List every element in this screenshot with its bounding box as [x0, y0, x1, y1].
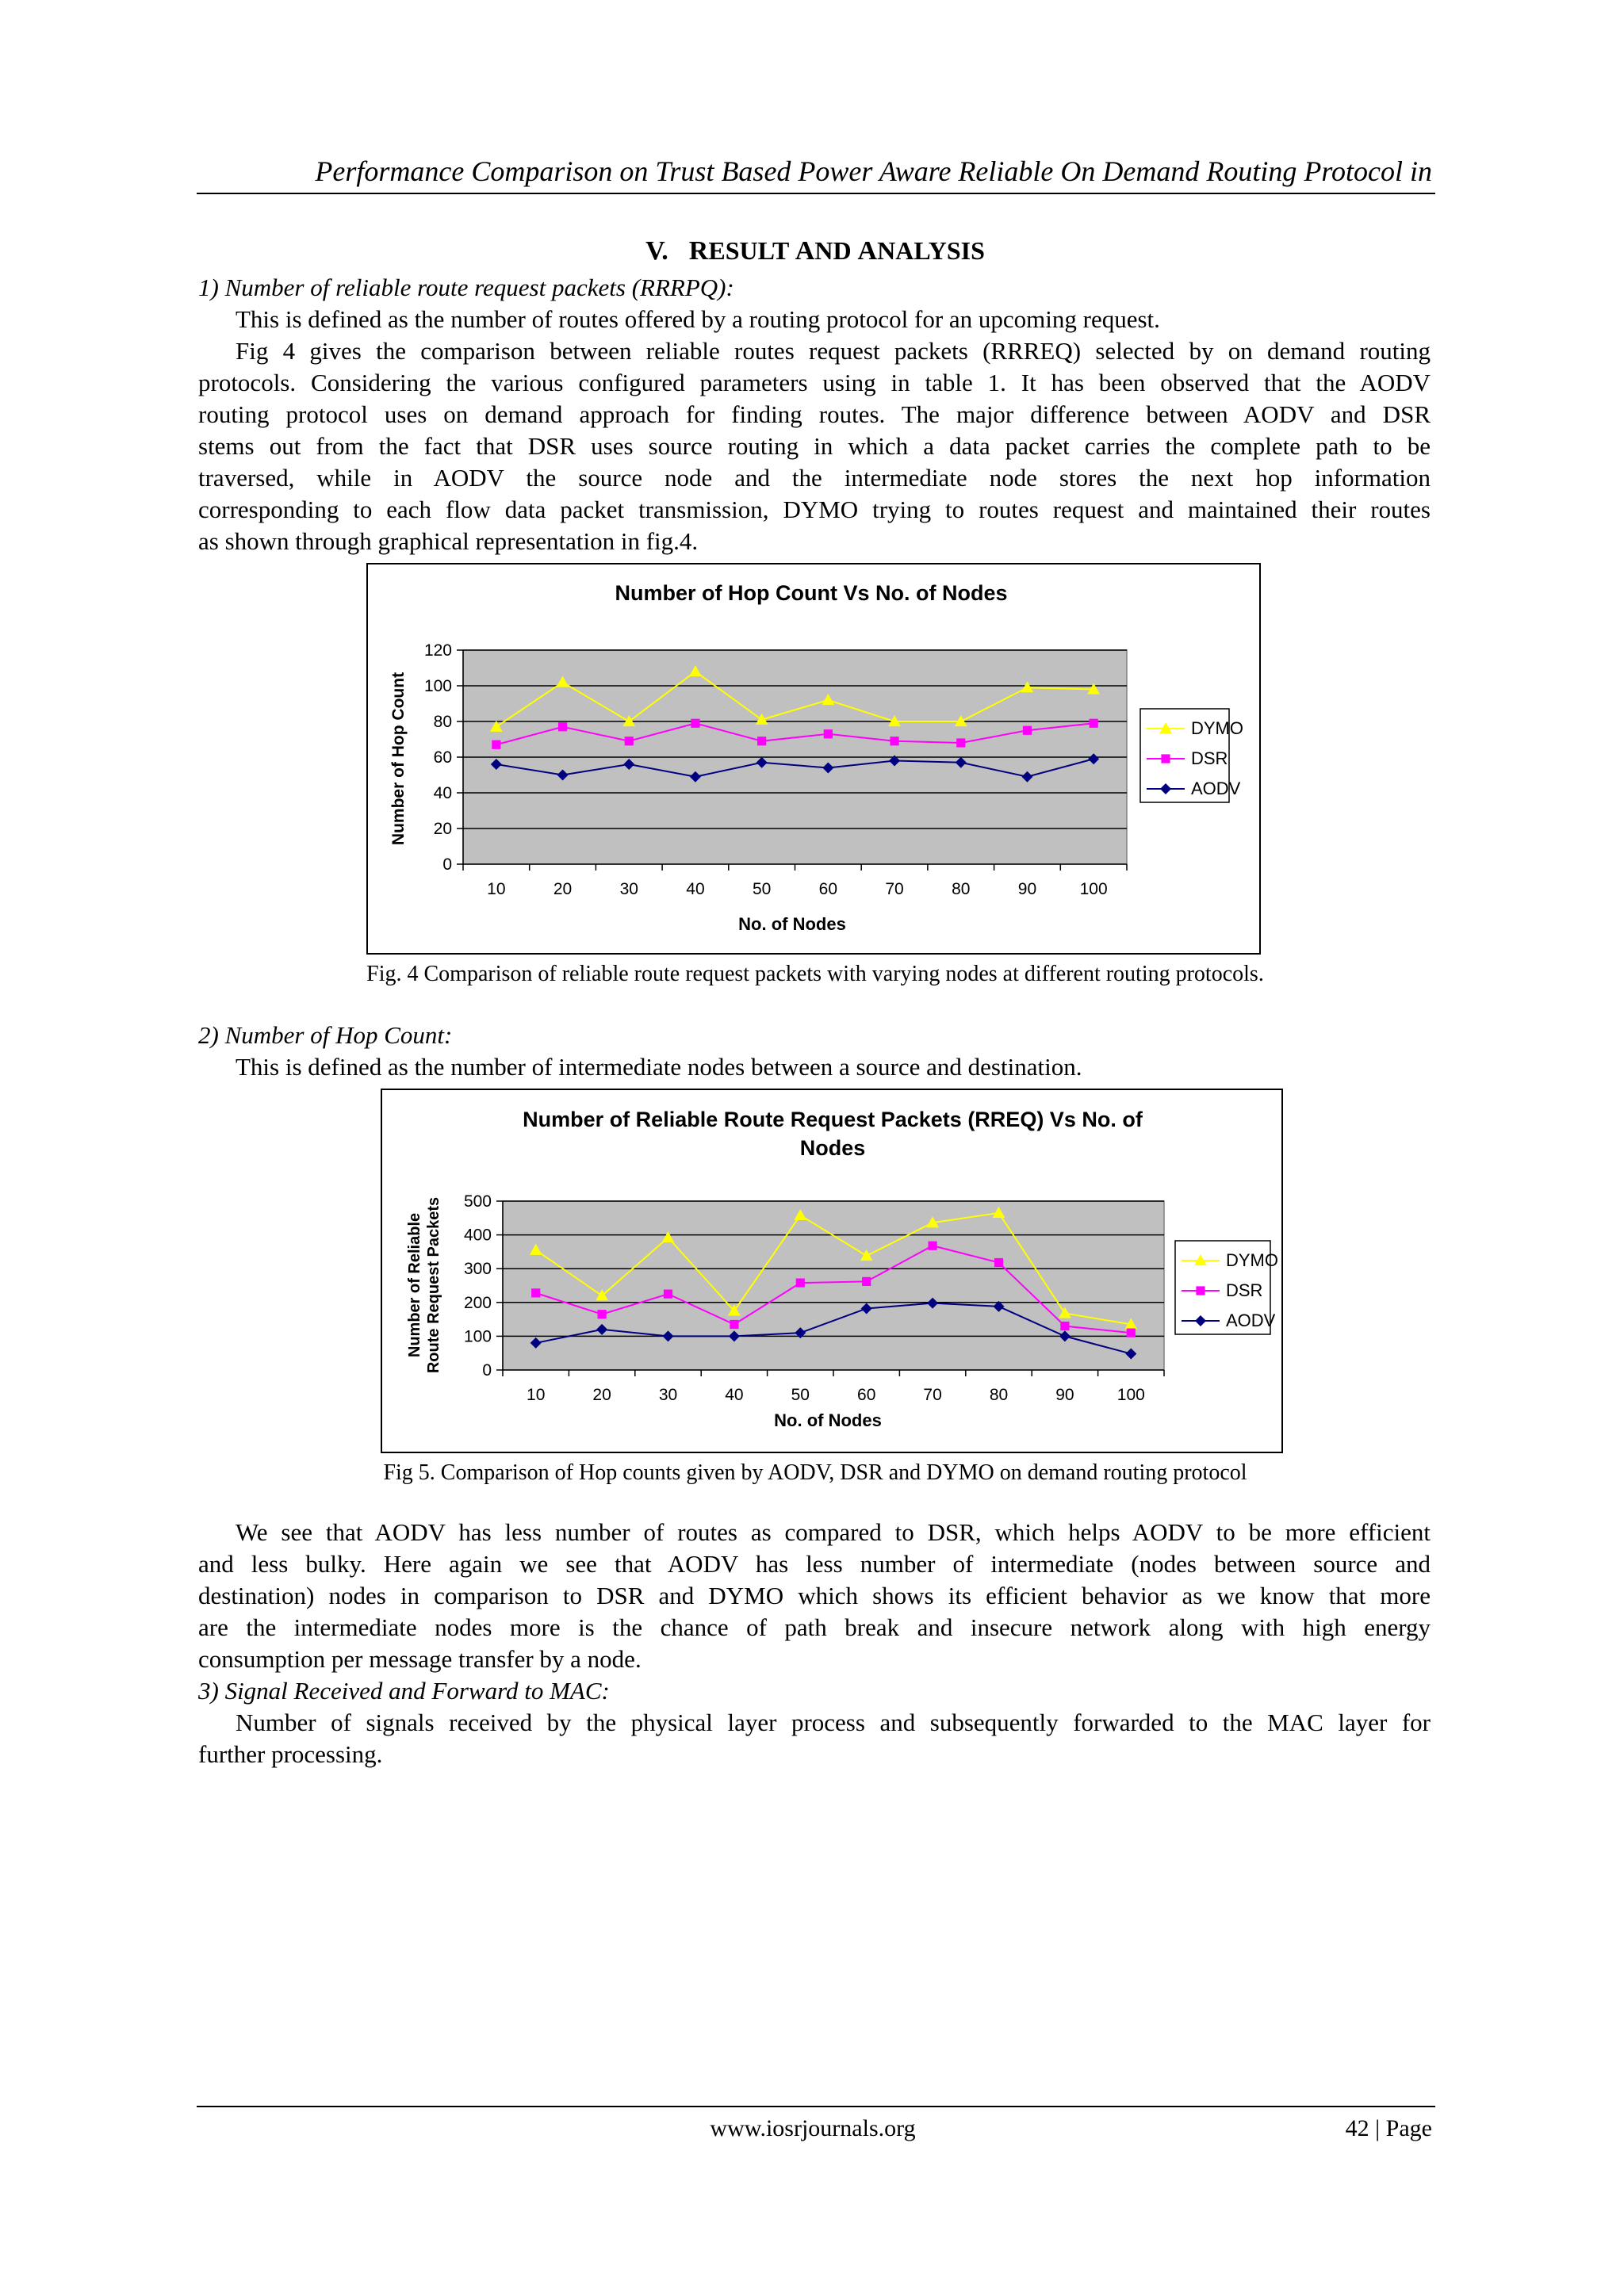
legend-marker-dsr [1196, 1286, 1205, 1295]
y-tick-label: 20 [433, 820, 452, 838]
x-tick-label: 20 [592, 1386, 611, 1404]
x-tick-label: 70 [923, 1386, 942, 1404]
y-axis-label: Number of Hop Count [389, 672, 408, 846]
data-point-dsr [929, 1242, 937, 1250]
data-point-dsr [994, 1258, 1003, 1267]
footer-site: www.iosrjournals.org [710, 2115, 916, 2141]
subsection-2-heading: 2) Number of Hop Count: [198, 1021, 453, 1049]
legend [1175, 1241, 1278, 1334]
paragraph-signal-last-line: further processing. [198, 1740, 383, 1768]
data-point-dsr [664, 1290, 672, 1299]
y-tick-label: 0 [442, 855, 452, 874]
x-tick-label: 60 [857, 1386, 876, 1404]
y-tick-label: 0 [482, 1361, 492, 1380]
y-axis-label-line-2: Route Request Packets [425, 1196, 442, 1374]
paragraph-rrrpq-definition: This is defined as the number of routes offered by a routing protocol for an upcoming request. [236, 305, 1160, 333]
x-tick-label: 90 [1017, 880, 1037, 898]
footer-rule [197, 2106, 1435, 2107]
header-rule [197, 193, 1435, 194]
footer-page-number: 42 | Page [1345, 2115, 1432, 2141]
fig4-caption: Fig. 4 Comparison of reliable route request packets with varying nodes at different routing protocols. [366, 962, 1264, 986]
data-point-dsr [1127, 1329, 1136, 1337]
y-tick-label: 80 [433, 713, 452, 731]
data-point-dsr [956, 738, 965, 747]
subsection-1-heading: 1) Number of reliable route request packets (RRRPQ): [198, 274, 734, 301]
fig5-chart-svg [382, 1090, 1281, 1452]
legend [1140, 709, 1243, 802]
x-tick-label: 10 [487, 880, 506, 898]
data-point-dsr [598, 1310, 607, 1318]
y-tick-label: 500 [463, 1192, 492, 1211]
data-point-dsr [730, 1320, 738, 1329]
x-tick-label: 30 [658, 1386, 678, 1404]
chart-title-line-2: Nodes [799, 1136, 866, 1160]
x-tick-label: 10 [527, 1386, 546, 1404]
y-tick-label: 300 [463, 1260, 492, 1279]
chart-title-line-1: Number of Reliable Route Request Packets (RREQ) Vs No. of [523, 1108, 1143, 1131]
data-point-dsr [531, 1288, 540, 1297]
x-tick-label: 30 [619, 880, 638, 898]
chart-title: Number of Hop Count Vs No. of Nodes [615, 581, 1008, 605]
data-point-dsr [757, 737, 766, 745]
paragraph-analysis-first-line: We see that AODV has less number of routes as compared to DSR, which helps AODV to be more efficient [236, 1518, 1431, 1546]
legend-label-aodv: AODV [1226, 1311, 1276, 1330]
data-point-dsr [1023, 726, 1032, 735]
legend-label-aodv: AODV [1191, 779, 1241, 798]
y-tick-label: 100 [463, 1327, 492, 1346]
section-title: V. RESULT AND ANALYSIS [645, 236, 985, 266]
fig5-chart [381, 1089, 1283, 1453]
fig5-caption: Fig 5. Comparison of Hop counts given by AODV, DSR and DYMO on demand routing protocol [383, 1460, 1247, 1485]
data-point-dsr [1060, 1322, 1069, 1330]
legend-marker-dsr [1161, 754, 1170, 763]
data-point-dsr [625, 737, 634, 745]
x-tick-label: 40 [686, 880, 705, 898]
running-header: Performance Comparison on Trust Based Power Aware Reliable On Demand Routing Protocol in [315, 155, 1432, 187]
x-axis-label: No. of Nodes [738, 914, 846, 934]
data-point-dsr [796, 1278, 805, 1287]
x-tick-label: 50 [752, 880, 772, 898]
data-point-dsr [824, 729, 833, 738]
x-tick-label: 40 [725, 1386, 744, 1404]
data-point-dsr [890, 737, 898, 745]
paragraph-analysis-body: and less bulky. Here again we see that AODV has less number of intermediate (nodes between source and destination) nodes in comparison to DSR and DYMO which shows its efficient behavior as we know that more are the intermediate nodes more is the chance of path break and insecure network along with high energy consumption per message transfer by a node. [198, 1550, 1431, 1673]
x-tick-label: 100 [1116, 1386, 1145, 1404]
data-point-dsr [492, 740, 500, 749]
data-point-dsr [862, 1277, 871, 1286]
y-tick-label: 100 [423, 677, 452, 695]
fig4-chart-svg [368, 564, 1259, 953]
paragraph-fig4-discussion-body: protocols. Considering the various configured parameters using in table 1. It has been observed that the AODV routing protocol uses on demand approach for finding routes. The major difference between AODV and DSR stems out from the fact that DSR uses source routing in which a data packet carries the complete path to be traversed, while in AODV the source node and the intermediate node stores the next hop information corresponding to each flow data packet transmission, DYMO trying to routes request and maintained their routes as shown through graphical representation in fig.4. [198, 369, 1431, 555]
legend-label-dsr: DSR [1191, 748, 1228, 768]
paragraph-hop-count-definition: This is defined as the number of intermediate nodes between a source and destination. [236, 1053, 1082, 1081]
x-tick-label: 70 [885, 880, 904, 898]
y-tick-label: 60 [433, 748, 452, 767]
data-point-dsr [691, 719, 699, 728]
y-axis-label-line-1: Number of Reliable [406, 1212, 423, 1358]
legend-label-dymo: DYMO [1191, 718, 1243, 738]
x-tick-label: 50 [791, 1386, 810, 1404]
subsection-3-heading: 3) Signal Received and Forward to MAC: [198, 1677, 610, 1705]
y-tick-label: 40 [433, 784, 452, 802]
y-tick-label: 400 [463, 1226, 492, 1245]
paragraph-fig4-discussion: Fig 4 gives the comparison between reliable routes request packets (RRREQ) selected by on demand routing [236, 337, 1431, 365]
x-tick-label: 80 [989, 1386, 1009, 1404]
x-tick-label: 80 [952, 880, 971, 898]
fig4-chart [366, 563, 1261, 955]
y-tick-label: 200 [463, 1293, 492, 1312]
y-tick-label: 120 [423, 641, 452, 660]
x-axis-label: No. of Nodes [774, 1410, 882, 1430]
x-tick-label: 100 [1079, 880, 1108, 898]
legend-label-dsr: DSR [1226, 1280, 1263, 1300]
x-tick-label: 90 [1055, 1386, 1074, 1404]
x-tick-label: 60 [818, 880, 838, 898]
data-point-dsr [1090, 719, 1098, 728]
legend-label-dymo: DYMO [1226, 1250, 1278, 1270]
paragraph-signal-first-line: Number of signals received by the physical layer process and subsequently forwarded to the MAC layer for [236, 1709, 1431, 1736]
x-tick-label: 20 [553, 880, 573, 898]
plot-area [503, 1201, 1164, 1370]
data-point-dsr [558, 722, 567, 731]
